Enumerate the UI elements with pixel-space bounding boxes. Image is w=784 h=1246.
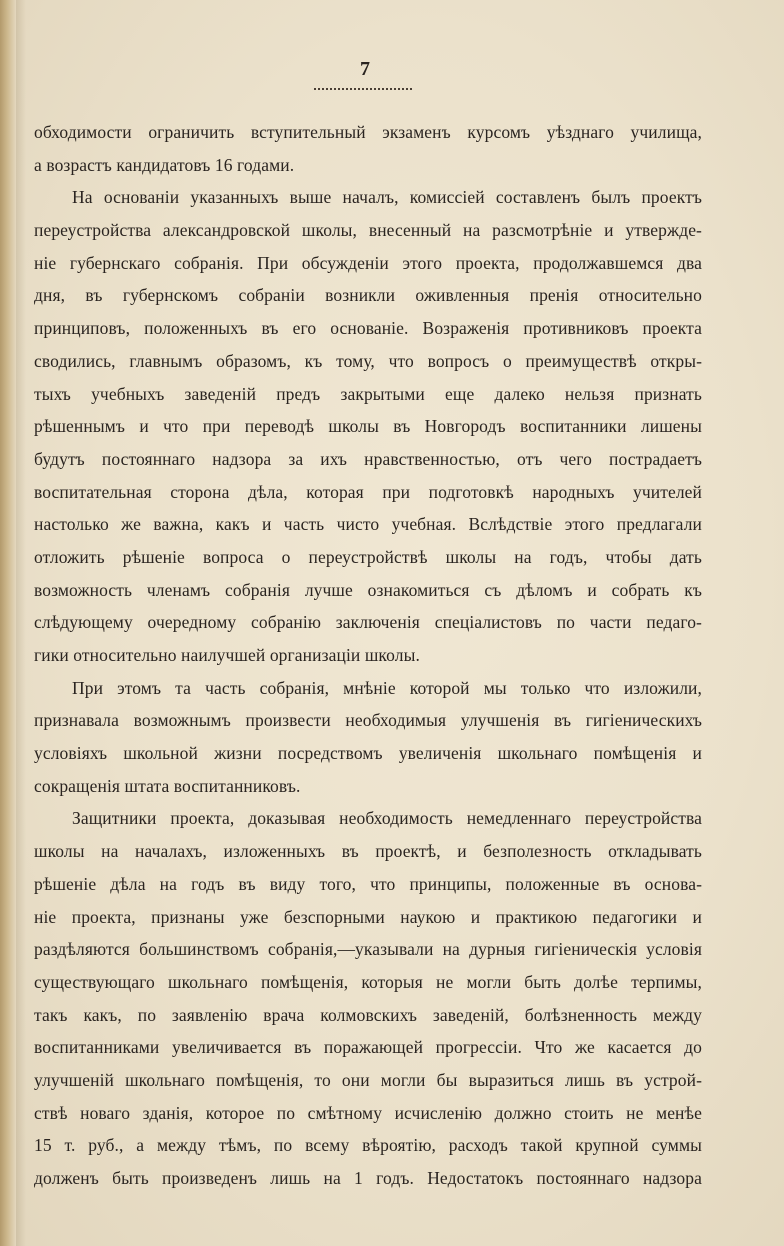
text-line: воспитательная сторона дѣла, которая при подготовкѣ народныхъ учителей [34, 481, 702, 502]
text-line: принциповъ, положенныхъ въ его основаніе. Возраженія противниковъ проекта [34, 318, 702, 339]
header-rule [314, 88, 412, 90]
text-line: тыхъ учебныхъ заведеній предъ закрытыми еще далеко нельзя признать [34, 383, 702, 404]
text-line: ствѣ новаго зданія, которое по смѣтному исчисленію должно стоить не менѣе [34, 1102, 702, 1123]
book-spine [0, 0, 16, 1246]
text-line: гики относительно наилучшей организаціи школы. [34, 645, 420, 665]
text-line: слѣдующему очередному собранію заключенія спеціалистовъ по части педаго- [34, 612, 702, 633]
text-line: признавала возможнымъ произвести необходимыя улучшенія въ гигіеническихъ [34, 710, 702, 731]
text-line: будутъ постояннаго надзора за ихъ нравственностью, отъ чего пострадаетъ [34, 448, 702, 469]
text-line: сокращенія штата воспитанниковъ. [34, 775, 301, 796]
text-line: ніе проекта, признаны уже безспорными наукою и практикою педагогики и [34, 906, 702, 927]
page-number: 7 [360, 58, 370, 80]
text-line: рѣшеннымъ и что при переводѣ школы въ Новгородъ воспитанники лишены [34, 416, 702, 437]
text-line: условіяхъ школьной жизни посредствомъ увеличенія школьнаго помѣщенія и [34, 743, 702, 764]
text-line: воспитанниками увеличивается въ поражающей прогрессіи. Что же касается до [34, 1037, 702, 1058]
text-line: отложить рѣшеніе вопроса о переустройствѣ школы на годъ, чтобы дать [34, 546, 702, 567]
text-line: а возрастъ кандидатовъ 16 годами. [34, 154, 295, 175]
text-line: долженъ быть произведенъ лишь на 1 годъ. Недостатокъ постояннаго надзора [34, 1168, 702, 1188]
spine-shadow [16, 0, 26, 1246]
text-line: дня, въ губернскомъ собраніи возникли оживленныя пренія относительно [34, 285, 702, 306]
text-line: раздѣляются большинствомъ собранія,—указывали на дурныя гигіеническія условія [34, 939, 702, 960]
text-line: На основаніи указанныхъ выше началъ, комиссіей составленъ былъ проектъ [72, 187, 702, 208]
text-line: школы на началахъ, изложенныхъ въ проектѣ, и безполезность откладывать [34, 841, 702, 862]
text-line: настолько же важна, какъ и часть чисто учебная. Вслѣдствіе этого предлагали [34, 514, 702, 535]
text-line: такъ какъ, по заявленію врача колмовскихъ заведеній, болѣзненность между [34, 1004, 702, 1025]
text-line: 15 т. руб., а между тѣмъ, по всему вѣроятію, расходъ такой крупной суммы [34, 1135, 702, 1156]
text-line: сводились, главнымъ образомъ, къ тому, что вопросъ о преимуществѣ откры- [34, 350, 702, 371]
text-line: существующаго школьнаго помѣщенія, которыя не могли быть долѣе терпимы, [34, 971, 702, 992]
text-line: рѣшеніе дѣла на годъ въ виду того, что принципы, положенные въ основа- [34, 873, 702, 894]
body-text [34, 116, 702, 1195]
text-line: ніе губернскаго собранія. При обсужденіи этого проекта, продолжавшемся два [34, 252, 702, 273]
text-line: улучшеній школьнаго помѣщенія, то они могли бы выразиться лишь въ устрой- [34, 1069, 702, 1090]
text-line: Защитники проекта, доказывая необходимость немедленнаго переустройства [72, 808, 702, 829]
text-line: переустройства александровской школы, внесенный на разсмотрѣніе и утвержде- [34, 220, 702, 241]
text-line: возможность членамъ собранія лучше ознакомиться съ дѣломъ и собрать къ [34, 579, 702, 600]
text-line: При этомъ та часть собранія, мнѣніе которой мы только что изложили, [72, 677, 702, 698]
text-line: обходимости ограничить вступительный экзаменъ курсомъ уѣзднаго училища, [34, 122, 702, 142]
